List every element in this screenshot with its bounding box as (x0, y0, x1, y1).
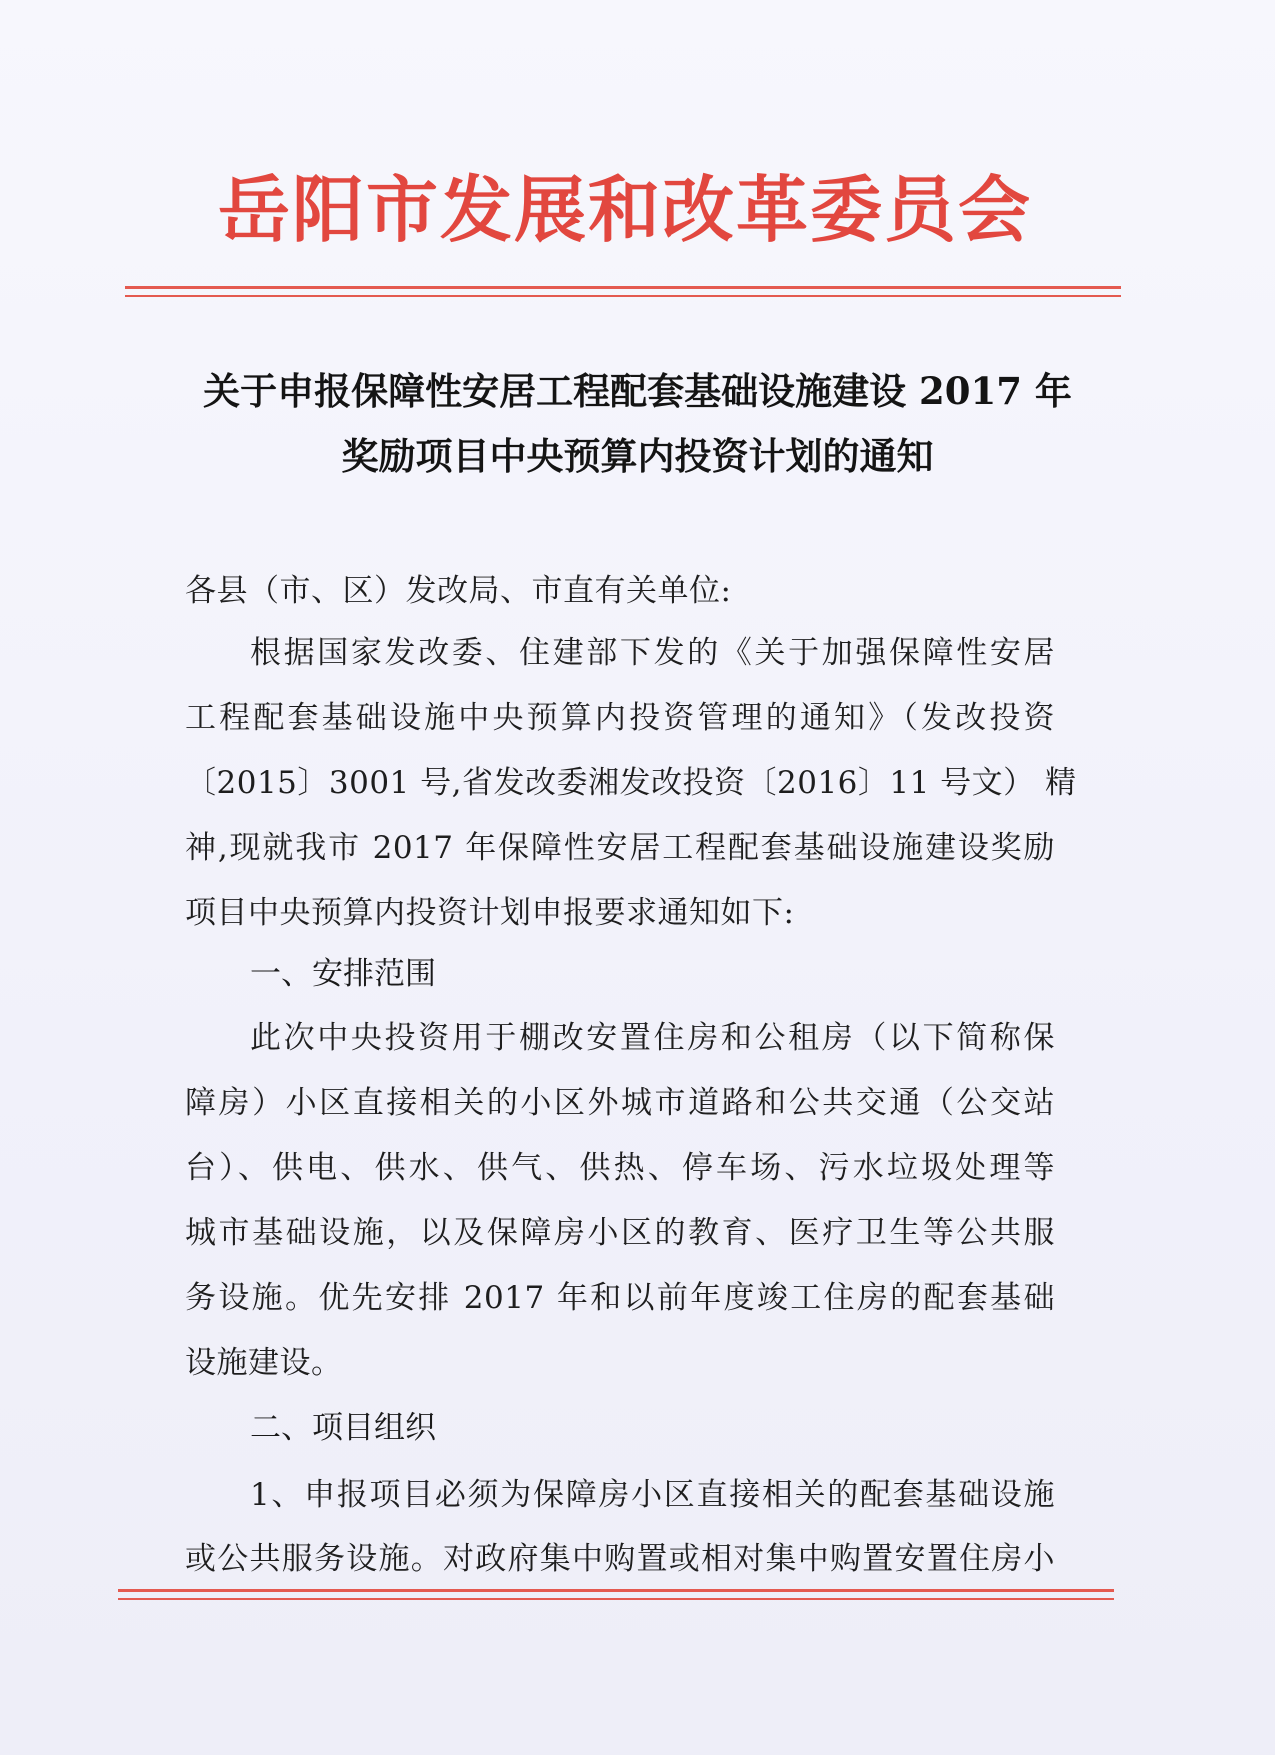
document-title-line-1: 关于申报保障性安居工程配套基础设施建设 2017 年 (203, 369, 1072, 413)
paragraph-2-line-3: 台）、供电、供水、供气、供热、停车场、污水垃圾处理等 (185, 1150, 1055, 1186)
paragraph-1-line-4: 神,现就我市 2017 年保障性安居工程配套基础设施建设奖励 (185, 830, 1055, 866)
paragraph-1-line-2: 工程配套基础设施中央预算内投资管理的通知》（发改投资 (185, 700, 1055, 736)
paragraph-3-line-2: 或公共服务设施。对政府集中购置或相对集中购置安置住房小 (185, 1541, 1055, 1577)
paragraph-2-line-1: 此次中央投资用于棚改安置住房和公租房（以下简称保 (250, 1020, 1055, 1056)
paragraph-1-line-1: 根据国家发改委、住建部下发的《关于加强保障性安居 (250, 635, 1055, 671)
paragraph-1-line-3: 〔2015〕3001 号,省发改委湘发改投资〔2016〕11 号文） 精 (185, 765, 1077, 801)
paragraph-2-line-5: 务设施。优先安排 2017 年和以前年度竣工住房的配套基础 (185, 1280, 1055, 1316)
letterhead-rule-thin (125, 295, 1121, 297)
letterhead-title: 岳阳市发展和改革委员会 (217, 168, 1032, 252)
letterhead-rule-thick (125, 286, 1121, 289)
addressee: 各县（市、区）发改局、市直有关单位: (185, 573, 732, 609)
paragraph-3-line-1: 1、申报项目必须为保障房小区直接相关的配套基础设施 (250, 1477, 1055, 1513)
document-title-line-2: 奖励项目中央预算内投资计划的通知 (341, 434, 934, 478)
footer-rule-thick (118, 1589, 1114, 1592)
section-1-heading: 一、安排范围 (250, 956, 436, 992)
footer-rule-thin (118, 1598, 1114, 1600)
paragraph-2-line-4: 城市基础设施，以及保障房小区的教育、医疗卫生等公共服 (185, 1215, 1055, 1251)
paragraph-1-line-5: 项目中央预算内投资计划申报要求通知如下: (185, 895, 795, 931)
section-2-heading: 二、项目组织 (250, 1410, 436, 1446)
paragraph-2-line-6: 设施建设。 (185, 1345, 343, 1381)
paragraph-2-line-2: 障房）小区直接相关的小区外城市道路和公共交通（公交站 (185, 1085, 1055, 1121)
